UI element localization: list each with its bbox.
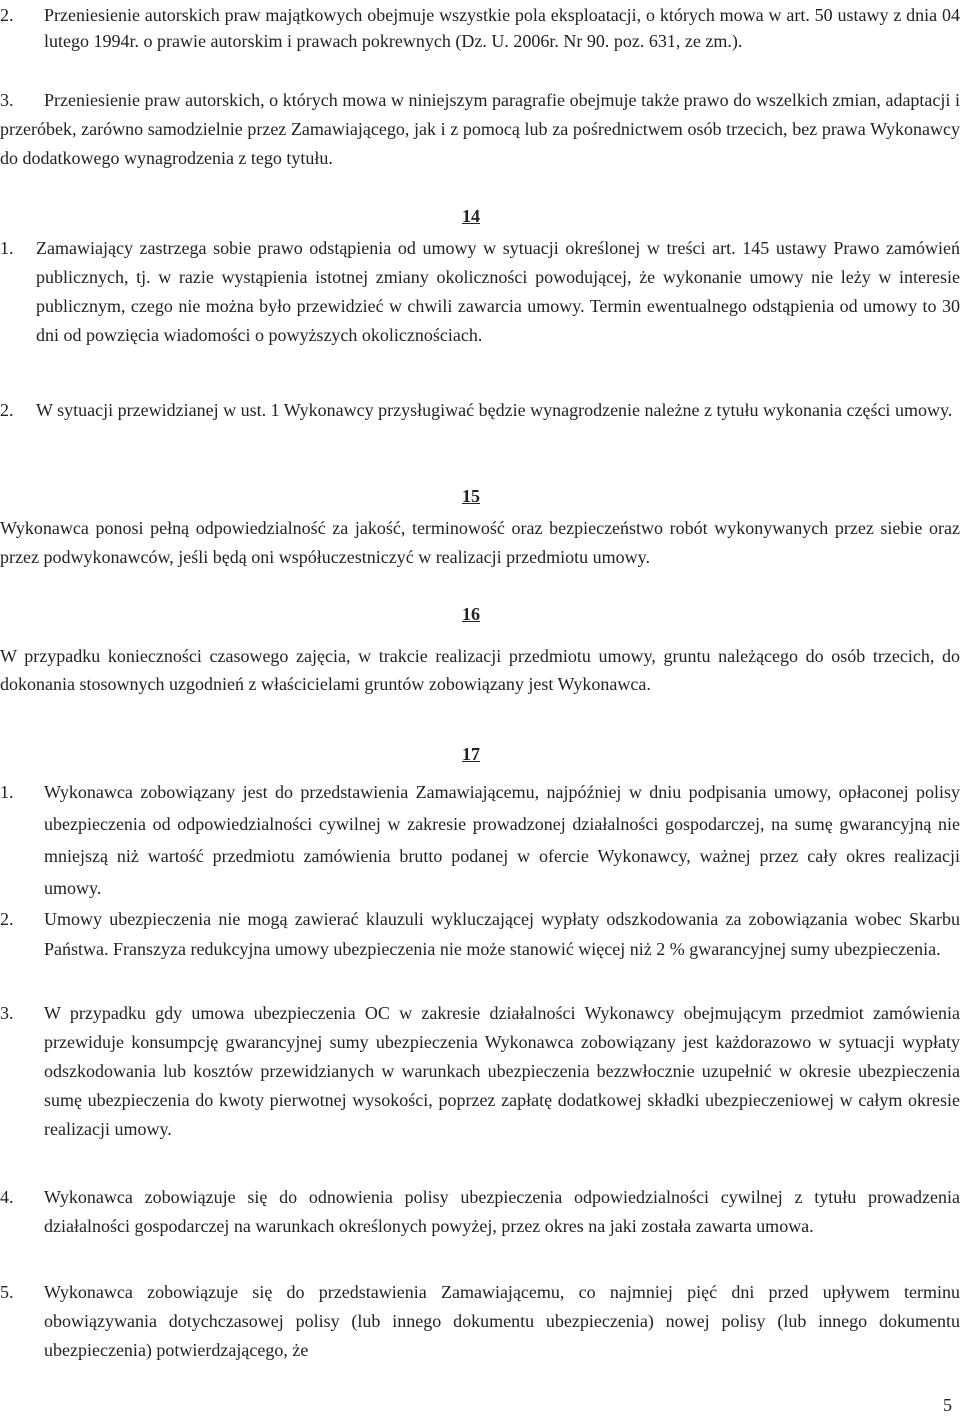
section-15-text: Wykonawca ponosi pełną odpowiedzialność za jakość, terminowość oraz bezpieczeństwo robót wykonywanych przez siebie oraz przez podwykonawców, jeśli będą oni współuczestniczyć w realizacji przedmiotu umowy. bbox=[0, 518, 960, 567]
item-text: Wykonawca zobowiązuje się do odnowienia polisy ubezpieczenia odpowiedzialności cywilnej z tytułu prowadzenia działalności gospodarczej na warunkach określonych powyżej, przez okres na jaki została zawarta umowa. bbox=[44, 1187, 960, 1236]
item-number: 1. bbox=[0, 782, 14, 802]
item-text: Wykonawca zobowiązany jest do przedstawienia Zamawiającemu, najpóźniej w dniu podpisania umowy, opłaconej polisy ubezpieczenia od odpowiedzialności cywilnej w zakresie prowadzonej działalności gospodarczej, na sumę gwarancyjną nie mniejszą niż wartość przedmiotu zamówienia brutto podanej w ofercie Wykonawcy, ważnej przez cały okres realizacji umowy. bbox=[44, 782, 960, 898]
item-number: 5. bbox=[0, 1282, 14, 1302]
section-heading-15: 15 bbox=[462, 486, 480, 506]
section-16-text: W przypadku konieczności czasowego zajęcia, w trakcie realizacji przedmiotu umowy, gruntu należącego do osób trzecich, do dokonania stosownych uzgodnień z właścicielami gruntów zobowiązany jest Wykonawca. bbox=[0, 646, 960, 694]
item-number: 3. bbox=[0, 1003, 14, 1023]
section-heading-17: 17 bbox=[462, 744, 480, 764]
item-text: W przypadku gdy umowa ubezpieczenia OC w zakresie działalności Wykonawcy obejmującym przedmiot zamówienia przewiduje konsumpcję gwarancyjnej sumy ubezpieczenia Wykonawca zobowiązany jest każdorazowo w sytuacji wypłaty odszkodowania lub kosztów przewidzianych w warunkach ubezpieczenia bezzwłocznie uzupełnić w okresie ubezpieczenia sumę ubezpieczenia do kwoty pierwotnej wysokości, poprzez zapłatę dodatkowej składki ubezpieczeniowej w całym okresie realizacji umowy. bbox=[44, 1003, 960, 1139]
section-heading-16: 16 bbox=[462, 604, 480, 624]
item-text: Umowy ubezpieczenia nie mogą zawierać klauzuli wykluczającej wypłaty odszkodowania za zobowiązania wobec Skarbu Państwa. Franszyza redukcyjna umowy ubezpieczenia nie może stanowić więcej niż 2 % gwarancyjnej sumy ubezpieczenia. bbox=[44, 909, 960, 959]
section-heading-14: 14 bbox=[462, 206, 480, 226]
item-number: 1. bbox=[0, 238, 14, 258]
page-number: 5 bbox=[943, 1395, 952, 1415]
item-text: Zamawiający zastrzega sobie prawo odstąpienia od umowy w sytuacji określonej w treści art. 145 ustawy Prawo zamówień publicznych, tj. w razie wystąpienia istotnej zmiany okoliczności powodującej, że wykonanie umowy nie leży w interesie publicznym, czego nie można było przewidzieć w chwili zawarcia umowy. Termin ewentualnego odstąpienia od umowy to 30 dni od powzięcia wiadomości o powyższych okolicznościach. bbox=[36, 238, 960, 345]
item-text: Przeniesienie autorskich praw majątkowych obejmuje wszystkie pola eksploatacji, o których mowa w art. 50 ustawy z dnia 04 lutego 1994r. o prawie autorskim i prawach pokrewnych (Dz. U. 2006r. Nr 90. poz. 631, ze zm.). bbox=[44, 5, 960, 51]
item-number: 2. bbox=[0, 909, 14, 929]
item-text: Wykonawca zobowiązuje się do przedstawienia Zamawiającemu, co najmniej pięć dni przed upływem terminu obowiązywania dotychczasowej polisy (lub innego dokumentu ubezpieczenia) nowej polisy (lub innego dokumentu ubezpieczenia) potwierdzającego, że bbox=[44, 1282, 960, 1360]
item-number: 2. bbox=[0, 400, 14, 420]
item-text: Przeniesienie praw autorskich, o których mowa w niniejszym paragrafie obejmuje także prawo do wszelkich zmian, adaptacji i przeróbek, zarówno samodzielnie przez Zamawiającego, jak i z pomocą lub za pośrednictwem osób trzecich, bez prawa Wykonawcy do dodatkowego wynagrodzenia z tego tytułu. bbox=[0, 90, 960, 168]
item-number: 4. bbox=[0, 1187, 14, 1207]
item-number: 3. bbox=[0, 90, 14, 110]
item-number: 2. bbox=[0, 5, 14, 25]
item-text: W sytuacji przewidzianej w ust. 1 Wykonawcy przysługiwać będzie wynagrodzenie należne z tytułu wykonania części umowy. bbox=[36, 400, 953, 420]
